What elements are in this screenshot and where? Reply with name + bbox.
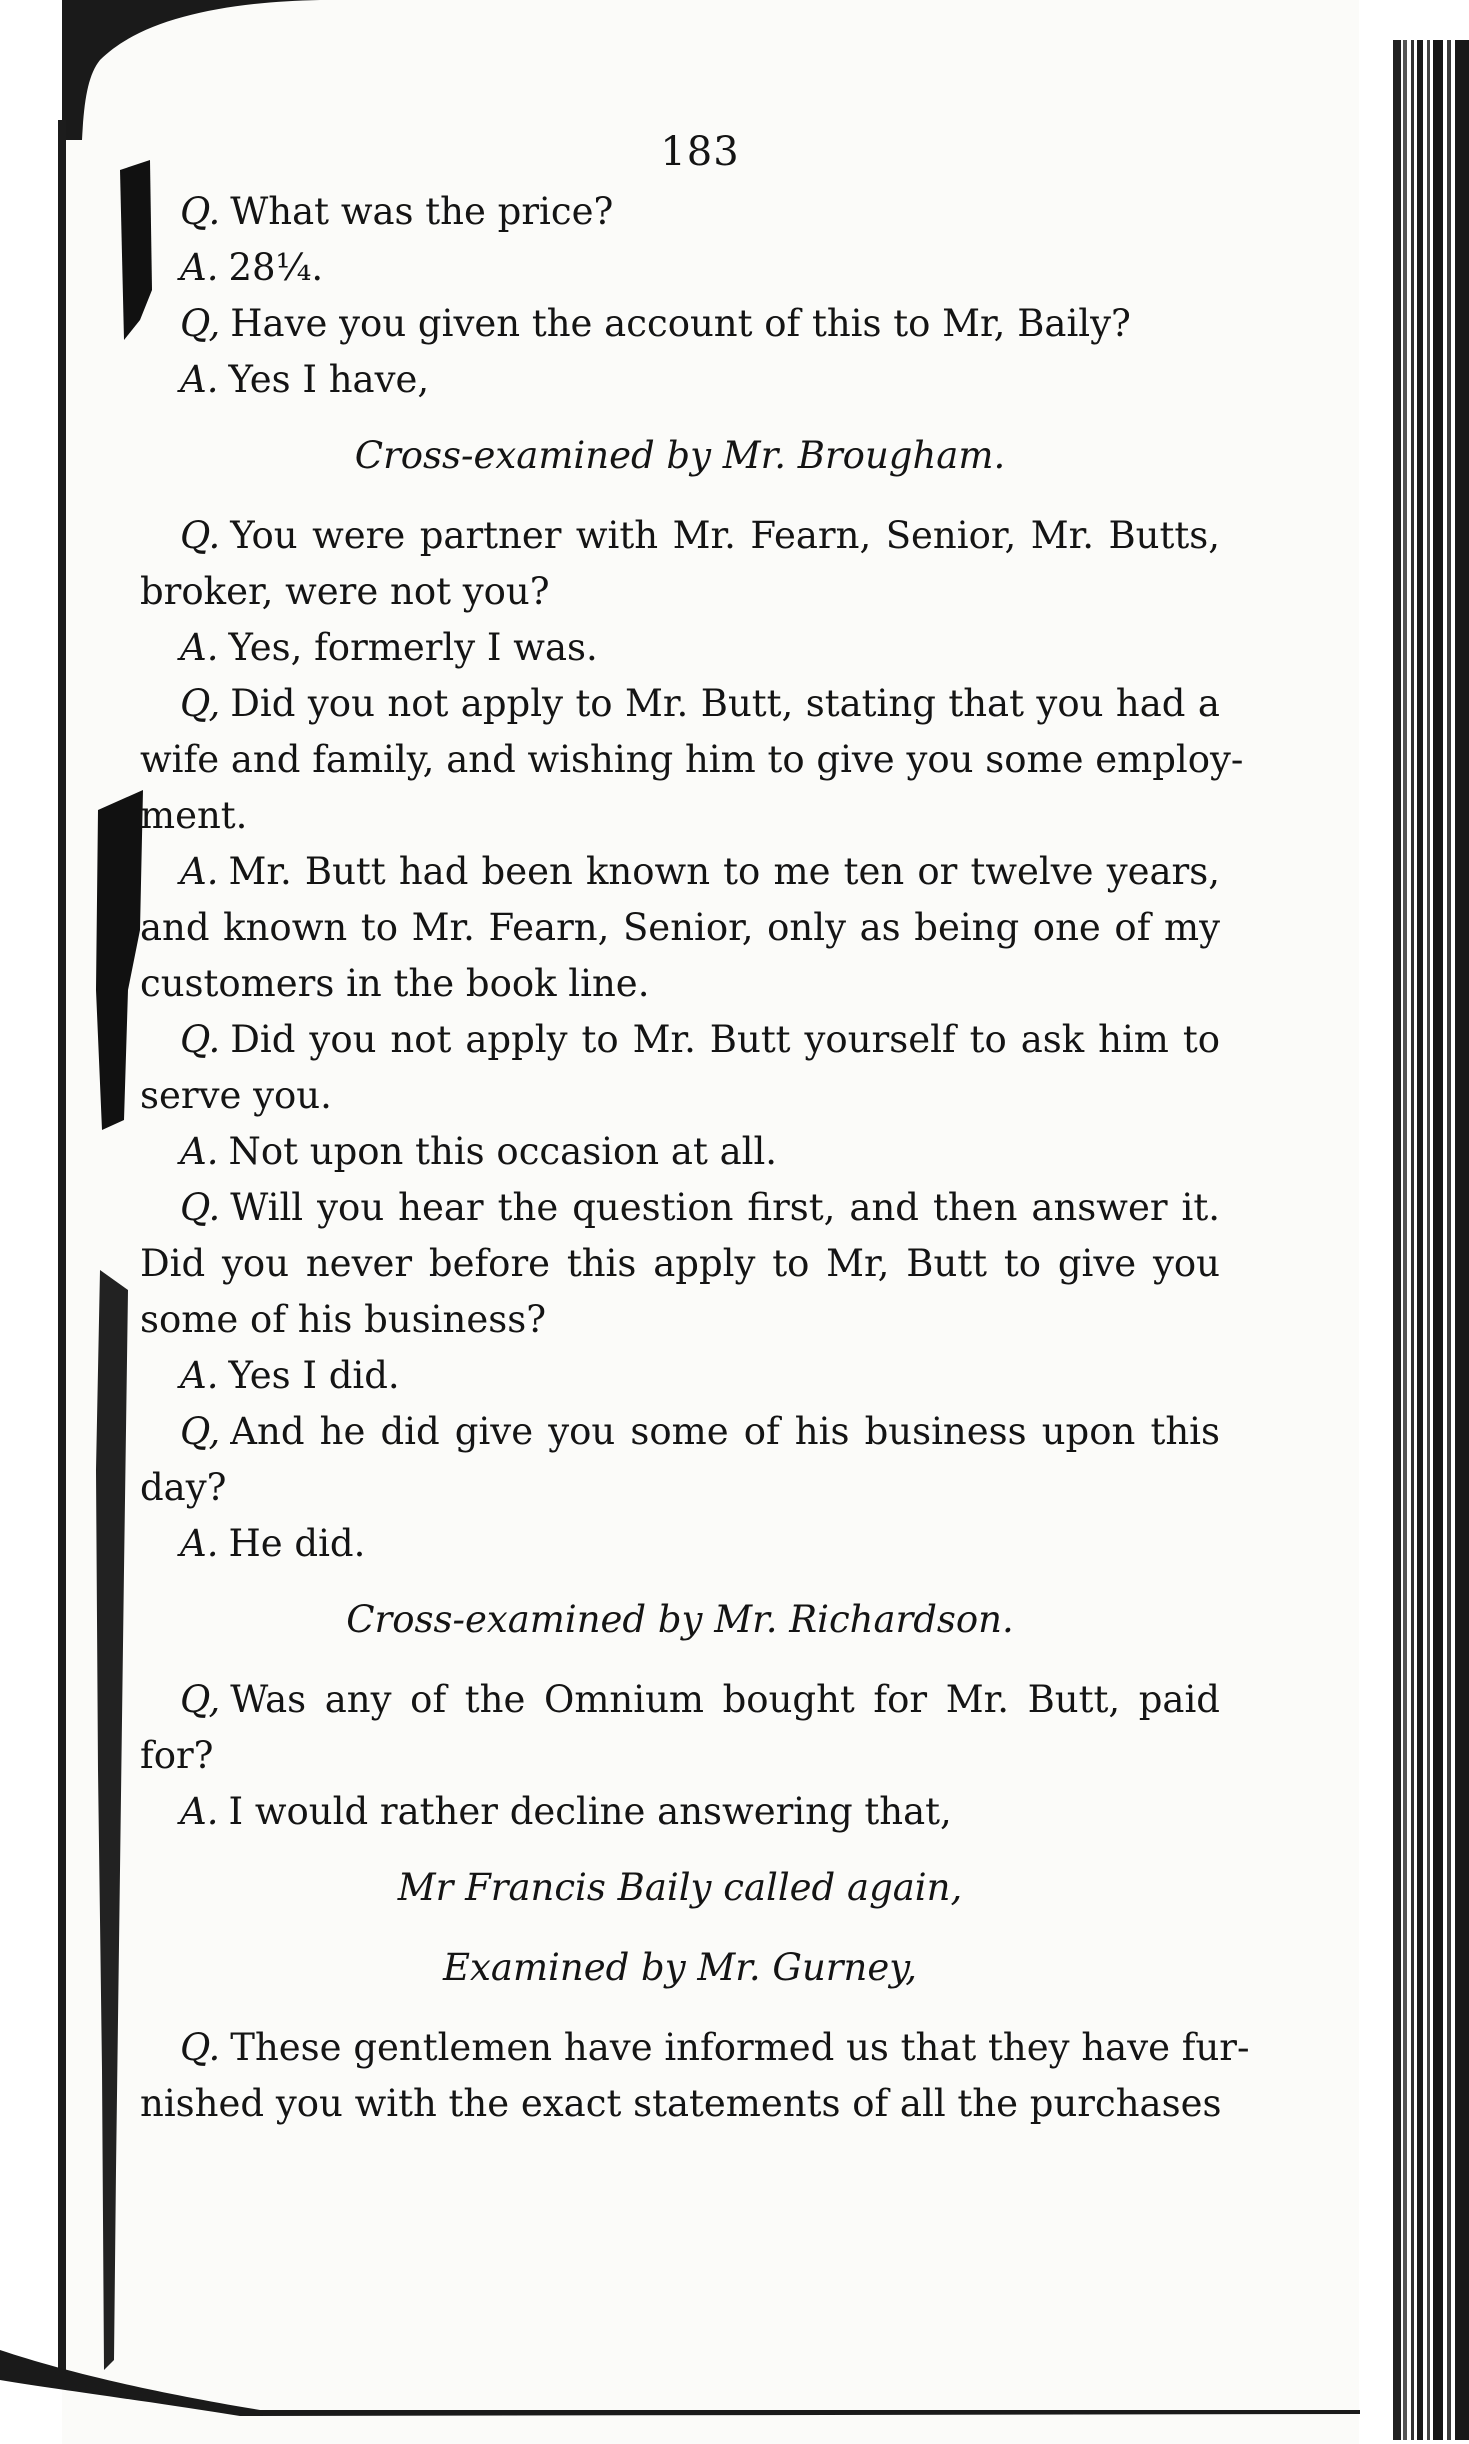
section-heading-baily-called: Mr Francis Baily called again, <box>397 1866 963 1909</box>
page-number: 183 <box>660 129 740 175</box>
page-text <box>140 120 1250 2132</box>
text-line <box>140 620 1220 676</box>
line-text: Did you never before this apply to Mr, Butt to give you <box>140 1242 1220 1285</box>
text-line <box>140 1516 1220 1572</box>
text-line <box>140 1068 1220 1124</box>
text-line <box>140 296 1220 352</box>
section-heading-gurney: Examined by Mr. Gurney, <box>443 1946 917 1989</box>
line-text: and known to Mr. Fearn, Senior, only as being one of my <box>140 906 1220 949</box>
scan-edge-bottom-decoration <box>0 2350 1469 2444</box>
speaker-label: A. <box>180 1790 219 1833</box>
text-line <box>140 1784 1220 1840</box>
line-text: Yes, formerly I was. <box>228 626 598 669</box>
speaker-label: A. <box>180 626 219 669</box>
line-text: day? <box>140 1466 227 1509</box>
speaker-label: A. <box>180 1522 219 1565</box>
section-heading-richardson: Cross-examined by Mr. Richardson. <box>346 1598 1014 1641</box>
line-text: serve you. <box>140 1074 332 1117</box>
speaker-label: Q, <box>180 682 221 725</box>
text-line <box>140 2020 1250 2076</box>
dialogue-block-4 <box>140 2020 1250 2132</box>
text-line <box>140 1348 1220 1404</box>
line-text: He did. <box>228 1522 366 1565</box>
ink-smudge-middle <box>88 790 148 1150</box>
text-line <box>140 184 1220 240</box>
line-text: Yes I did. <box>228 1354 400 1397</box>
text-line <box>140 900 1220 956</box>
text-line <box>140 1236 1220 1292</box>
dialogue-block-1 <box>140 184 1220 408</box>
line-text: wife and family, and wishing him to give you some employ- <box>140 738 1244 781</box>
speaker-label: A. <box>180 1354 219 1397</box>
text-line <box>140 1672 1220 1728</box>
line-text: for? <box>140 1734 214 1777</box>
text-line <box>140 1180 1220 1236</box>
text-line <box>140 1460 1220 1516</box>
line-text: I would rather decline answering that, <box>228 1790 952 1833</box>
dialogue-block-2 <box>140 508 1244 1572</box>
text-line <box>140 1728 1220 1784</box>
line-text: What was the price? <box>230 190 614 233</box>
text-line <box>140 1012 1220 1068</box>
line-text: Did you not apply to Mr. Butt yourself to ask him to <box>230 1018 1220 1061</box>
speaker-label: A. <box>180 358 219 401</box>
speaker-label: Q. <box>180 2026 221 2069</box>
line-text: some of his business? <box>140 1298 547 1341</box>
speaker-label: Q, <box>180 1678 221 1721</box>
text-line <box>140 732 1244 788</box>
text-line <box>140 956 1220 1012</box>
line-text: Will you hear the question first, and then answer it. <box>230 1186 1220 1229</box>
line-text: Have you given the account of this to Mr, Baily? <box>230 302 1131 345</box>
scan-edge-right-shadow <box>1359 0 1469 2444</box>
speaker-label: Q, <box>180 1410 221 1453</box>
text-line <box>140 1292 1220 1348</box>
text-line <box>140 1124 1220 1180</box>
dialogue-block-3 <box>140 1672 1220 1840</box>
line-text: customers in the book line. <box>140 962 650 1005</box>
text-line <box>140 240 1220 296</box>
text-line <box>140 1404 1220 1460</box>
text-line <box>140 564 1220 620</box>
text-line <box>140 676 1220 732</box>
line-text: Was any of the Omnium bought for Mr. Butt, paid <box>230 1678 1220 1721</box>
line-text: Mr. Butt had been known to me ten or twelve years, <box>228 850 1220 893</box>
line-text: broker, were not you? <box>140 570 550 613</box>
line-text: And he did give you some of his business upon this <box>230 1410 1220 1453</box>
speaker-label: Q. <box>180 1186 221 1229</box>
speaker-label: Q, <box>180 302 221 345</box>
text-line <box>140 508 1220 564</box>
line-text: You were partner with Mr. Fearn, Senior, Mr. Butts, <box>230 514 1220 557</box>
text-line <box>140 844 1220 900</box>
line-text: 28¼. <box>228 246 324 289</box>
text-line <box>140 788 1220 844</box>
line-text: Did you not apply to Mr. Butt, stating that you had a <box>230 682 1220 725</box>
speaker-label: A. <box>180 1130 219 1173</box>
speaker-label: Q. <box>180 1018 221 1061</box>
text-line <box>140 352 1220 408</box>
section-heading-brougham: Cross-examined by Mr. Brougham. <box>354 434 1006 477</box>
text-line <box>140 2076 1220 2132</box>
speaker-label: A. <box>180 246 219 289</box>
speaker-label: A. <box>180 850 219 893</box>
line-text: Not upon this occasion at all. <box>228 1130 778 1173</box>
line-text: Yes I have, <box>228 358 430 401</box>
speaker-label: Q. <box>180 514 221 557</box>
line-text: nished you with the exact statements of all the purchases <box>140 2082 1222 2125</box>
speaker-label: Q. <box>180 190 221 233</box>
line-text: These gentlemen have informed us that they have fur- <box>230 2026 1250 2069</box>
line-text: ment. <box>140 794 248 837</box>
